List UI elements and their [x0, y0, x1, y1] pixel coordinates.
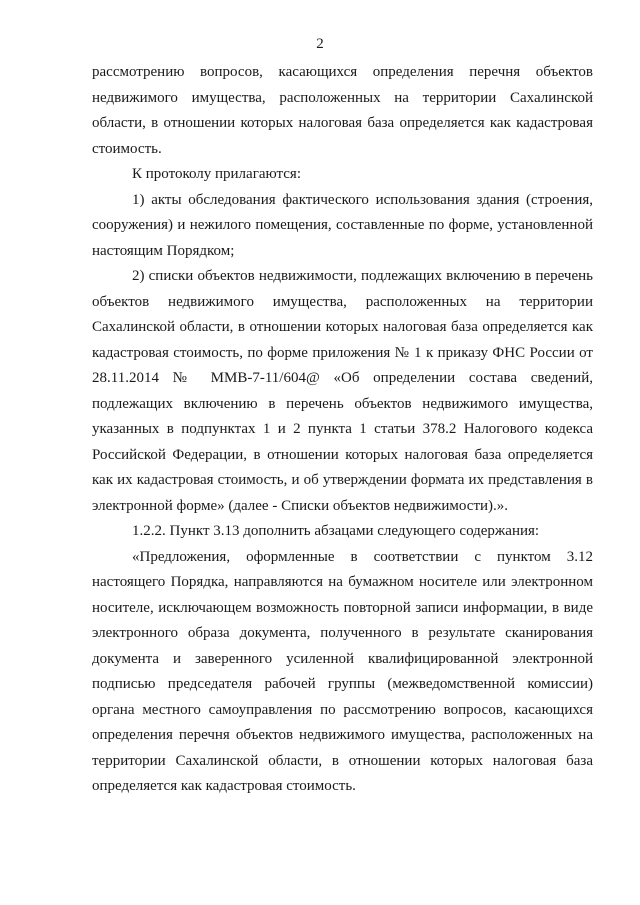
paragraph-continuation: рассмотрению вопросов, касающихся определения перечня объектов недвижимого имущества, расположенных на территории Сахалинской области, в отношении которых налоговая база определяется как кадастровая стоимость.	[92, 64, 593, 157]
paragraph-item-2: 2) списки объектов недвижимости, подлежащих включению в перечень объектов недвижимого имущества, расположенных на территории Сахалинской области, в отношении которых налоговая база определяется как кадастровая стоимость, по форме приложения № 1 к приказу ФНС России от 28.11.2014 № ММВ-7-11/604@ «Об определении состава сведений, подлежащих включению в перечень объектов недвижимого имущества, указанных в подпунктах 1 и 2 пункта 1 статьи 378.2 Налогового кодекса Российской Федерации, в отношении которых налоговая база определяется как их кадастровая стоимость, и об утверждении формата их представления в электронной форме» (далее - Списки объектов недвижимости).».	[92, 268, 593, 514]
paragraph-proposals: «Предложения, оформленные в соответствии с пунктом 3.12 настоящего Порядка, направляются на бумажном носителе или электронном носителе, исключающем возможность повторной записи информации, в виде электронного образа документа, полученного в результате сканирования документа и заверенного усиленной квалифицированной электронной подписью председателя рабочей группы (межведомственной комиссии) органа местного самоуправления по рассмотрению вопросов, касающихся определения перечня объектов недвижимого имущества, расположенных на территории Сахалинской области, в отношении которых налоговая база определяется как кадастровая стоимость.	[92, 548, 593, 794]
page-number: 2	[316, 36, 324, 52]
paragraph-item-1: 1) акты обследования фактического использования здания (строения, сооружения) и нежилого помещения, составленные по форме, установленной настоящим Порядком;	[92, 191, 593, 259]
paragraph-attachments-heading: К протоколу прилагаются:	[132, 166, 301, 182]
paragraph-clause-1-2-2: 1.2.2. Пункт 3.13 дополнить абзацами следующего содержания:	[132, 523, 540, 539]
document-body	[92, 60, 593, 800]
